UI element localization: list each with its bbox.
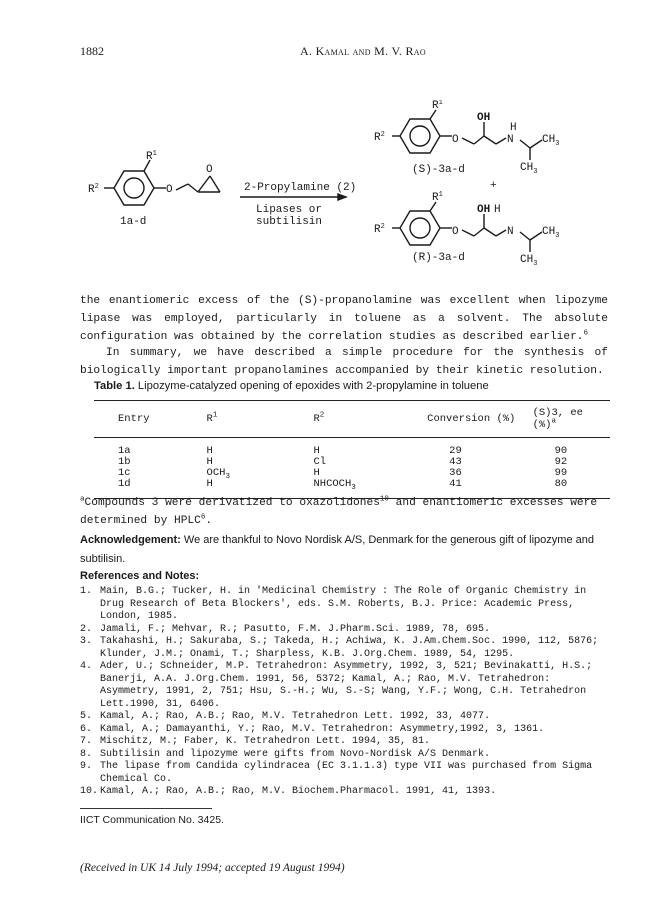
results-table [94,400,610,499]
cell-ee: 92 [554,456,568,468]
reference-item: 6. Kamal, A.; Damayanthi, Y.; Rao, M.V. Tetrahedron: Asymmetry,1992, 3, 1361. [80,723,545,735]
header-entry: Entry [94,401,207,438]
acknowledgement-label: Acknowledgement: [80,534,181,546]
cell-r1: H [206,478,213,490]
reference-item: 5. Kamal, A.; Rao, A.B.; Rao, M.V. Tetrahedron Lett. 1992, 33, 4077. [80,711,491,722]
footnote-mark: a [80,495,85,504]
cell-conversion: 29 [449,445,462,457]
table-header-row [94,401,610,438]
paragraph-summary: In summary, we have described a simple procedure for the synthesis of biologically important propanolamines accompanied by their kinetic resolution. [80,347,608,377]
product-s-benzene-ring [400,119,440,153]
cell-r2: Cl [313,456,327,468]
reference-item: 7. Mischitz, M.; Faber, K. Tetrahedron Lett. 1994, 35, 81. [80,736,431,747]
epoxide-oxygen: O [206,164,213,176]
cell-ee: 99 [554,467,568,479]
header-conversion: Conversion (%) [427,401,532,438]
product-r-hydroxyl-h: H [494,204,501,216]
product-s-r2-label: $R^2$ [374,131,385,144]
references-list [80,586,610,799]
table-row [94,468,610,479]
reference-item: 3. Takahashi, H.; Sakuraba, S.; Takeda, H.; Achiwa, K. J.Am.Chem.Soc. 1990, 112, 5876; Klunder, J.M.; Onami, T.; Sharpless, K.B. J.Org.Chem. 1989, 54, 1295. [80,636,599,660]
reactant-benzene-ring [114,171,154,205]
table-footnote: $^a$Compounds 3 were derivatized to oxazolidones$^{10}$ and enantiomeric excesses were determined by HPLC$^6$. [80,495,598,527]
cell-entry: 1d [118,478,131,490]
reference-item: 1. Main, B.G.; Tucker, H. in 'Medicinal Chemistry : The Role of Organic Chemistry in Drug Research of Beta Blockers', eds. S.M. Roberts, B.J. Price: Academic Press, London, 1985. [80,586,587,622]
product-s-hydroxyl: OH [477,112,491,124]
cell-r2: $NHCOCH_3$ [313,478,356,493]
reactant-r2-label: $R^2$ [88,183,99,196]
cell-r1: $OCH_3$ [206,467,230,482]
reactant-aromatic-circle [124,178,144,198]
references-heading: References and Notes: [80,570,200,582]
footnote-divider [80,808,212,809]
reactant-r1-label: $R^1$ [146,150,157,163]
acknowledgement-text: We are thankful to Novo Nordisk A/S, Denmark for the generous gift of lipozyme and subtilisin. [80,534,594,565]
page-number: 1882 [80,44,104,58]
reference-item: 2. Jamali, F.; Mehvar, R.; Pasutto, F.M. J.Pharm.Sci. 1989, 78, 695. [80,623,491,635]
cell-conversion: 43 [449,456,462,468]
table-caption-text: Lipozyme-catalyzed opening of epoxides with 2-propylamine in toluene [134,380,489,392]
paragraph-1-text: the enantiomeric excess of the (S)-propanolamine was excellent when lipozyme lipase was employed, particularly in toluene as a solvent. The absolute configuration was obtained by the correlation studies as described earlier. [80,295,608,343]
cell-ee: 90 [554,445,568,457]
table-row [94,438,610,458]
product-r-methyl-1: $CH_3$ [542,226,560,240]
running-header [80,44,610,64]
paragraph-conclusion [80,292,608,346]
cell-entry: 1a [118,445,131,457]
table-caption-label: Table 1. [94,380,135,392]
received-dates: (Received in UK 14 July 1994; accepted 19 August 1994) [80,862,345,874]
product-s-r1-label: $R^1$ [432,100,443,112]
product-r-benzene-ring [400,211,440,245]
reagent-line-3: subtilisin [256,216,323,228]
product-s-label: (S)-3a-d [412,164,465,176]
cell-r2: H [313,467,320,479]
citation-6: 6 [200,513,206,522]
cell-r2: H [313,445,320,457]
product-r-label: (R)-3a-d [412,252,465,264]
reference-item: 10. Kamal, A.; Rao, A.B.; Rao, M.V. Biochem.Pharmacol. 1991, 41, 1393. [80,786,497,797]
cell-r1: H [206,445,213,457]
cell-entry: 1c [118,467,131,479]
product-r-methyl-2: $CH_3$ [520,254,538,268]
acknowledgement [80,530,608,568]
product-s-amine-n: N [507,134,514,146]
product-r-amine-n: N [507,226,514,238]
product-s-methyl-1: $CH_3$ [542,134,560,148]
reference-item: 4. Ader, U.; Schneider, M.P. Tetrahedron: Asymmetry, 1992, 3, 521; Bevinakatti, H.S.; Banerji, A.A. J.Org.Chem. 1991, 56, 5372; Kamal, A.; Rao, M.V. Tetrahedron: Asymmetry, 1991, 2, 751; Hsu, S.-H.; Wu, S.-S; Wang, Y.F.; Wong, C.H. Tetrahedron Lett.1990, 31, 6406. [80,661,593,710]
product-s-methyl-2: $CH_3$ [520,162,538,176]
cell-conversion: 41 [449,478,462,490]
cell-conversion: 36 [449,467,462,479]
header-ee: (S)3, ee (%)$^a$ [533,401,610,438]
reagent-line-2: Lipases or [256,204,323,216]
header-r1: $R^1$ [207,401,314,438]
plus-sign: + [490,180,497,192]
product-s-amine-h: H [510,122,517,134]
cell-ee: 80 [554,478,568,490]
table-row [94,457,610,468]
reference-item: 9. The lipase from Candida cylindracea (EC 3.1.1.3) type VII was purchased from Sigma Chemical Co. [80,761,593,785]
reactant-compound-label: 1a-d [120,216,147,228]
citation-10: 10 [379,495,389,504]
communication-number: IICT Communication No. 3425. [80,814,224,826]
product-s-ether-oxygen: O [452,134,459,146]
product-r-r1-label: $R^1$ [432,191,443,204]
cell-r1: H [206,456,213,468]
cell-entry: 1b [118,456,131,468]
product-r-r2-label: $R^2$ [374,223,385,236]
table-caption [94,380,614,392]
product-r-ether-oxygen: O [452,226,459,238]
header-r2: $R^2$ [313,401,427,438]
reference-item: 8. Subtilisin and lipozyme were gifts from Novo-Nordisk A/S Denmark. [80,748,491,760]
citation-6: 6 [583,329,589,338]
product-r-hydroxyl: OH [477,204,491,216]
running-authors: A. Kamal and M. V. Rao [300,44,426,58]
reactant-ether-oxygen: O [166,184,173,196]
reaction-scheme [80,100,600,280]
reaction-scheme-drawing [80,100,600,280]
reagent-line-1: 2-Propylamine (2) [244,182,357,194]
